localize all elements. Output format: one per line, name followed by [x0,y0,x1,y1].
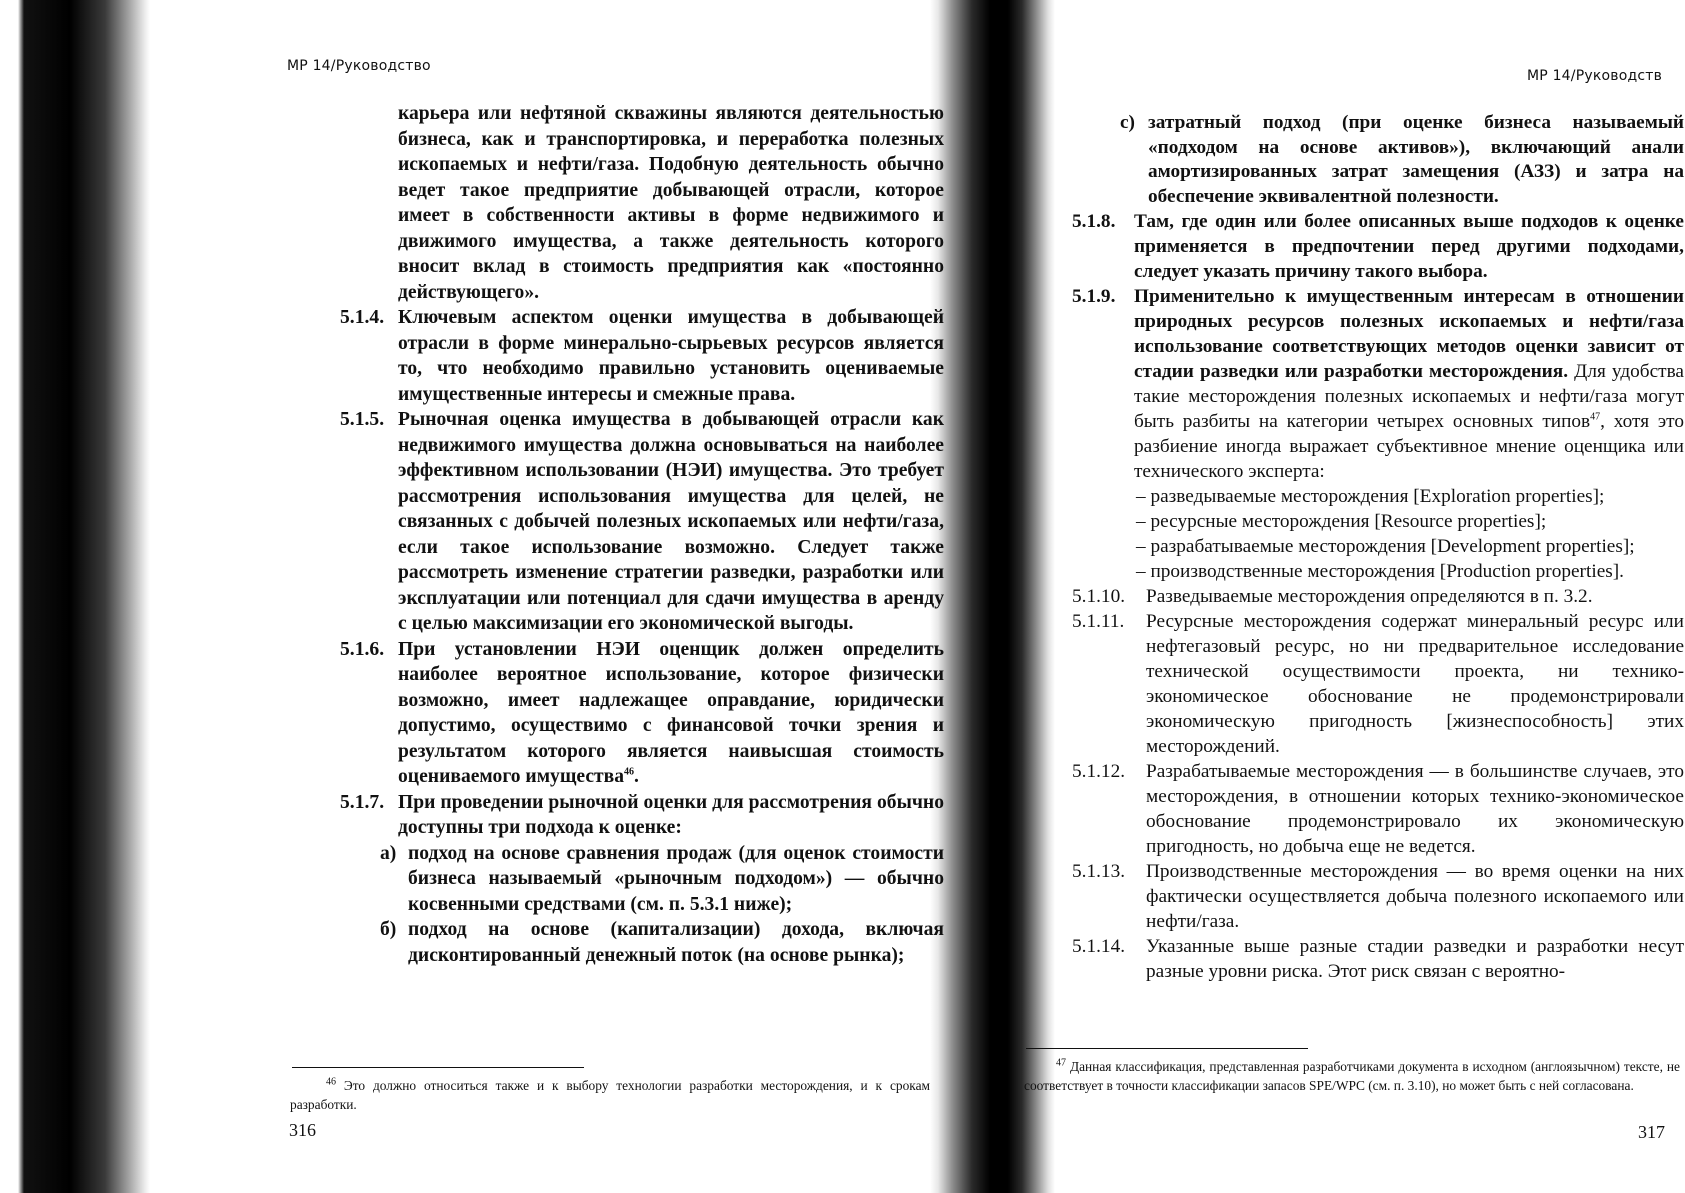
list-item-b [380,917,944,968]
book-fold-shadow [930,0,1055,1193]
section-number: 5.1.6. [340,638,385,660]
section-text: При проведении рыночной оценки для рассмотрения обычно доступны три подхода к оценке: [398,791,944,838]
section-text: Для удобства такие месторождения полезных ископаемых и нефти/газа могут быть разбиты на категории четырех основных типов [1134,361,1684,432]
list-item-c [1120,111,1684,209]
section-5-1-14 [1072,934,1684,984]
section-5-1-4 [340,305,944,407]
section-5-1-6 [340,637,944,790]
section-number: 5.1.8. [1072,211,1116,232]
footnote-text: Это должно относиться также и к выбору технологии разработки месторождения, и к срокам разработки. [290,1078,930,1112]
section-text-tail: . [634,766,639,787]
section-text: Ресурсные месторождения содержат минеральный ресурс или нефтегазовый ресурс, но ни предварительное исследование технической осуществимости проекта, ни технико-экономическое обоснование не продемонстрировали экономическую пригодность [жизнеспособность] этих месторождений. [1146,611,1684,757]
section-bold-text: Применительно к имущественным интересам в отношении природных ресурсов полезных ископаемых и нефти/газа использование соответствующих методов оценки зависит от стадии разведки или разработки месторождения. [1134,286,1684,382]
section-text-tail: , хотя это разбиение иногда выражает субъективное мнение оценщика или технического эксперта: [1134,411,1684,482]
left-scan-edge-shadow [0,0,150,1193]
section-5-1-8 [1072,209,1684,284]
section-text: Указанные выше разные стадии разведки и разработки несут разные уровни риска. Этот риск связан с вероятно- [1146,936,1684,982]
footnote-text: Данная классификация, представленная разработчиками документа в исходном (англоязычном) тексте, не соответствует в точности классификации запасов SPE/WPC (см. п. 3.10), но может быть с ней согласована. [1024,1059,1680,1093]
dash-item: – разведываемые месторождения [Exploration properties]; [1136,486,1605,507]
section-number: 5.1.10. [1072,586,1126,607]
section-5-1-12 [1072,759,1684,859]
dash-item: – разрабатываемые месторождения [Development properties]; [1136,536,1635,557]
section-5-1-10 [1072,584,1684,609]
section-5-1-5 [340,407,944,637]
section-text: Рыночная оценка имущества в добывающей отрасли как недвижимого имущества должна основываться на наиболее эффективном использовании (НЭИ) имущества. Это требует рассмотрения использования имущества для целей, не связанных с добычей полезных ископаемых или нефти/газа, если такое использование возможно. Следует также рассмотреть изменение стратегии разведки, разработки или эксплуатации или потенциал для сдачи имущества в аренду с целью максимизации его экономической выгоды. [398,409,944,634]
section-number: 5.1.9. [1072,286,1116,307]
section-5-1-11 [1072,609,1684,759]
page-number-right: 317 [1638,1122,1665,1142]
section-text-wrapper [1134,284,1684,484]
section-text-wrapper [398,637,944,790]
right-page-header: МР 14/Руководств [1527,68,1663,84]
footnote-marker: 47 [1056,1057,1066,1069]
footnote-divider [292,1067,584,1068]
footnote-marker: 46 [326,1076,336,1088]
section-5-1-7 [340,790,944,841]
footnote-ref-46[interactable]: 46 [624,766,635,778]
section-number: 5.1.4. [340,307,385,328]
section-number: 5.1.13. [1072,861,1126,882]
left-page-body [340,101,944,968]
section-5-1-13 [1072,859,1684,934]
section-text: Ключевым аспектом оценки имущества в добывающей отрасли в форме минерально-сырьевых ресурсов является то, что необходимо правильно установить оцениваемые имущественные интересы и смежные права. [398,307,944,405]
list-letter: б) [380,919,397,940]
list-letter: а) [380,842,397,864]
section-text: Там, где один или более описанных выше подходов к оценке применяется в предпочтении перед другими подходами, следует указать причину такого выбора. [1134,211,1684,282]
list-item-text: затратный подход (при оценке бизнеса называемый «подходом на основе активов»), включающий анали амортизированных затрат замещения (АЗЗ) и затра на обеспечение эквивалентной полезности. [1148,112,1684,207]
section-number: 5.1.12. [1072,761,1126,782]
footnote-ref-47[interactable]: 47 [1590,411,1601,423]
section-text: Разведываемые месторождения определяются в п. 3.2. [1146,586,1593,607]
page-number-left: 316 [289,1120,316,1140]
list-item-text: подход на основе сравнения продаж (для оценок стоимости бизнеса называемый «рыночным подходом») — обычно косвенными средствами (см. п. 5.3.1 ниже); [408,842,944,915]
left-page-header: МР 14/Руководство [287,58,431,74]
section-number: 5.1.7. [340,791,385,813]
section-text: При установлении НЭИ оценщик должен определить наиболее вероятное использование, которое физически возможно, имеет надлежащее оправдание, юридически допустимо, осуществимо с финансовой точки зрения и результатом которого является наивысшая стоимость оцениваемого имущества [398,638,944,787]
footnote-46 [290,1076,930,1114]
list-item-text: подход на основе (капитализации) дохода, включая дисконтированный денежный поток (на основе рынка); [408,919,944,966]
section-number: 5.1.14. [1072,936,1126,957]
section-number: 5.1.5. [340,409,385,430]
dash-item: – ресурсные месторождения [Resource properties]; [1136,511,1547,532]
footnote-divider [1026,1048,1308,1049]
section-text: Производственные месторождения — во время оценки на них фактически осуществляется добыча полезного ископаемого или нефти/газа. [1146,861,1684,932]
footnote-47 [1024,1057,1680,1095]
continuation-paragraph: карьера или нефтяной скважины являются деятельностью бизнеса, как и транспортировка, и переработка полезных ископаемых и нефти/газа. Подобную деятельность обычно ведет такое предприятие добывающей отрасли, которое имеет в собственности активы в форме недвижимого и движимого имущества, а также деятельность которого вносит вклад в стоимость предприятия как «постоянно действующего». [398,103,944,303]
list-item-a [380,841,944,918]
right-page-body [1072,111,1684,984]
section-number: 5.1.11. [1072,611,1125,632]
section-5-1-9 [1072,284,1684,484]
dash-item: – производственные месторождения [Production properties]. [1136,561,1624,582]
section-text: Разрабатываемые месторождения — в большинстве случаев, это месторождения, в отношении которых технико-экономическое обоснование продемонстрировало их экономическую пригодность, но добыча еще не ведется. [1146,761,1684,857]
list-letter: с) [1120,112,1135,133]
